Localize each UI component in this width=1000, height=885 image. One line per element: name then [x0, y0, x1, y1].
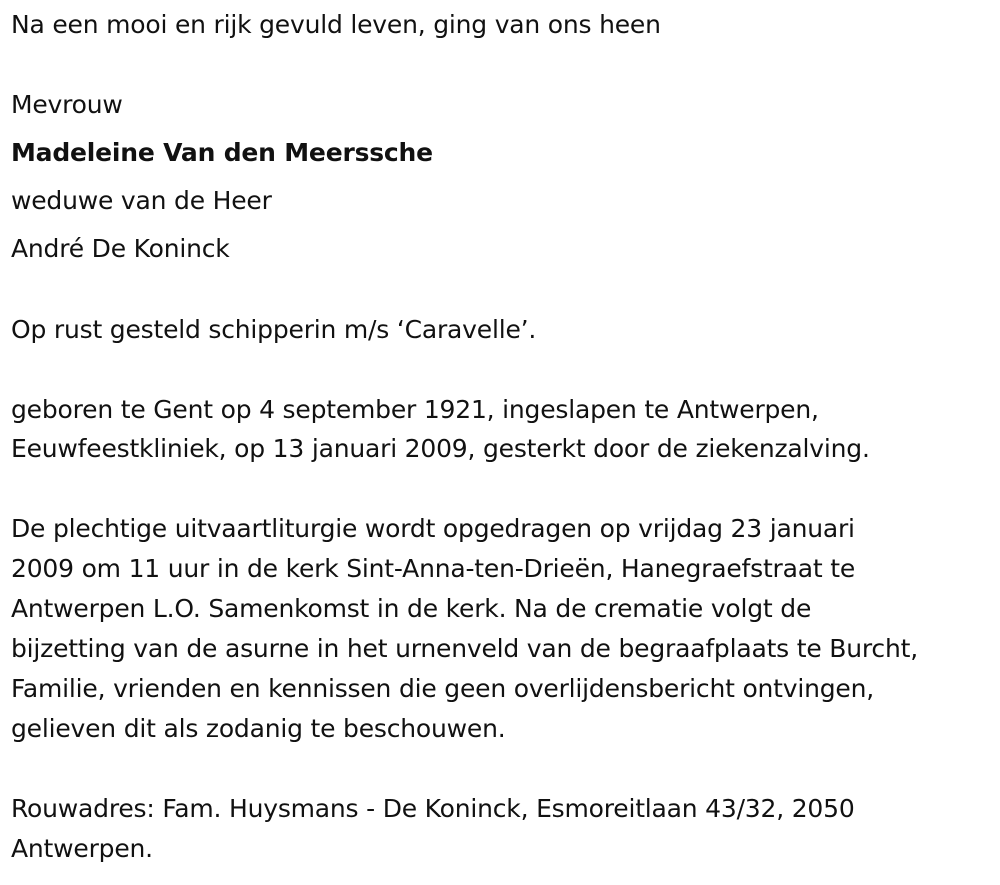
spouse-name: André De Koninck [11, 234, 230, 263]
intro-text: Na een mooi en rijk gevuld leven, ging van ons heen [11, 10, 661, 39]
deceased-name: Madeleine Van den Meerssche [11, 138, 433, 167]
occupation-text: Op rust gesteld schipperin m/s ‘Caravelle’. [11, 315, 537, 344]
address-line: Antwerpen. [11, 834, 153, 863]
birth-death-line: geboren te Gent op 4 september 1921, ingeslapen te Antwerpen, [11, 395, 819, 424]
salutation: Mevrouw [11, 90, 123, 119]
funeral-line: Familie, vrienden en kennissen die geen overlijdensbericht ontvingen, [11, 674, 875, 703]
birth-death-line: Eeuwfeestkliniek, op 13 januari 2009, gesterkt door de ziekenzalving. [11, 434, 870, 463]
widow-of-text: weduwe van de Heer [11, 186, 272, 215]
funeral-line: gelieven dit als zodanig te beschouwen. [11, 714, 506, 743]
address-line: Rouwadres: Fam. Huysmans - De Koninck, Esmoreitlaan 43/32, 2050 [11, 794, 855, 823]
funeral-line: 2009 om 11 uur in de kerk Sint-Anna-ten-Drieën, Hanegraefstraat te [11, 554, 856, 583]
funeral-line: bijzetting van de asurne in het urnenveld van de begraafplaats te Burcht, [11, 634, 918, 663]
funeral-line: De plechtige uitvaartliturgie wordt opgedragen op vrijdag 23 januari [11, 514, 855, 543]
funeral-line: Antwerpen L.O. Samenkomst in de kerk. Na de crematie volgt de [11, 594, 812, 623]
